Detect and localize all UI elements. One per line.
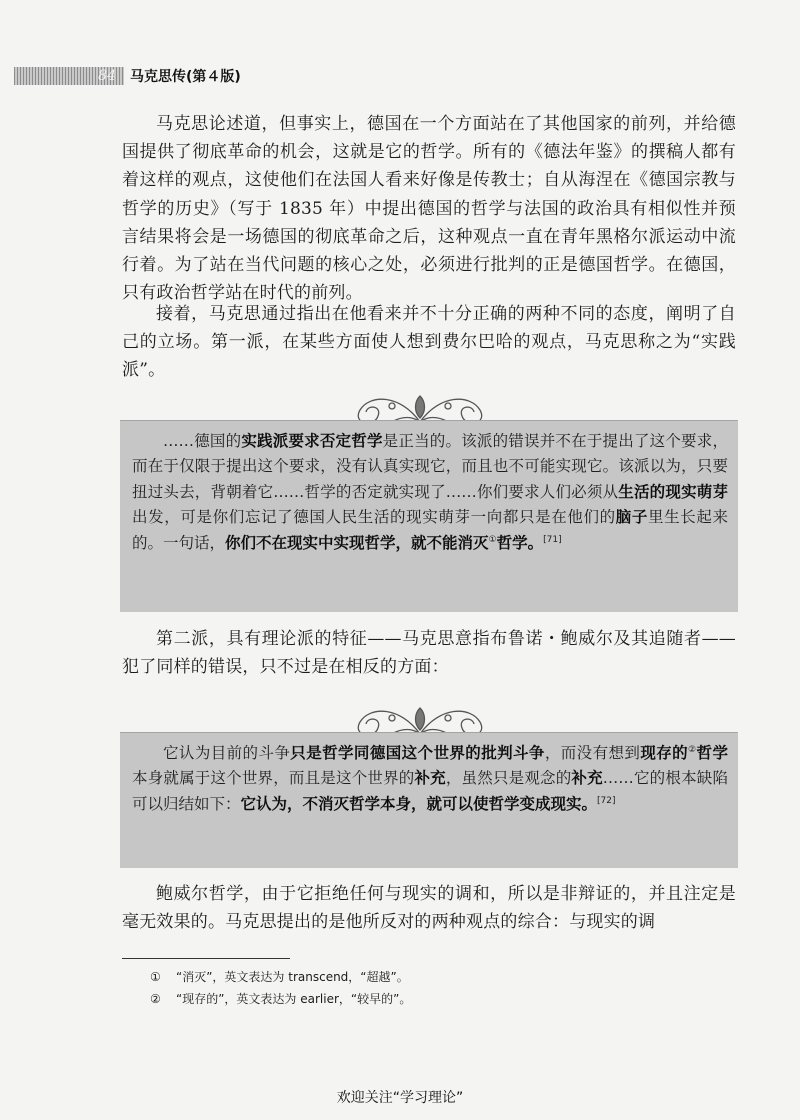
page-footer: 欢迎关注“学习理论” [336, 1090, 464, 1106]
quote-emphasis: 哲学 [696, 744, 728, 762]
quote-text: 它认为目前的斗争 [163, 744, 291, 762]
quote-text: 里生长起来的。一句话， [132, 508, 728, 552]
footnote-2 [150, 988, 411, 1010]
footnotes [150, 966, 411, 1010]
quote-text: ……它的根本缺陷可以归结如下： [132, 769, 728, 813]
book-title: 马克思传(第４版) [130, 69, 241, 85]
quote-text: ，虽然只是观念的 [445, 769, 572, 788]
footnote-text: “现存的”，英文表达为 earlier，“较早的”。 [176, 992, 412, 1006]
quote-emphasis: 补充 [571, 769, 603, 788]
paragraph-4: 鲍威尔哲学，由于它拒绝任何与现实的调和，所以是非辩证的，并且注定是毫无效果的。马克思提出的是他所反对的两种观点的综合：与现实的调 [122, 884, 736, 933]
citation-ref: [71] [543, 534, 562, 545]
quote-emphasis: 脑子 [615, 508, 648, 527]
quote-1-text [132, 429, 728, 556]
quote-text: 出发，可是你们忘记了德国人民生活的现实萌芽一向都只是在他们的 [132, 508, 616, 527]
running-header [14, 66, 241, 86]
quote-text: 本身就属于这个世界，而且是这个世界的 [132, 769, 415, 788]
paragraph-1: 马克思论述道，但事实上，德国在一个方面站在了其他国家的前列，并给德国提供了彻底革命的机会，这就是它的哲学。所有的《德法年鉴》的撰稿人都有着这样的观点，这使他们在法国人看来好像是传教士；自从海涅在《德国宗教与哲学的历史》（写于 1835 年）中提出德国的哲学与法国的政治具有相似性并预言结果将会是一场德国的彻底革命之后，这种观点一直在青年黑格尔派运动中流行着。为了站在当代问题的核心之处，必须进行批判的正是德国哲学。在德国，只有政治哲学站在时代的前列。 [122, 114, 736, 304]
quote-emphasis: 你们不在现实中实现哲学，就不能消灭 [225, 533, 489, 552]
page-number: 84 [98, 68, 116, 84]
quote-emphasis: 现存的 [640, 744, 689, 762]
footnote-1 [150, 966, 411, 988]
citation-ref: [72] [597, 795, 616, 806]
quote-text: ，而没有想到 [544, 744, 641, 762]
quote-emphasis: 生活的现实萌芽 [618, 482, 728, 501]
header-bar [14, 67, 124, 85]
footnote-ref-2: ② [688, 744, 697, 755]
quote-emphasis: 它认为，不消灭哲学本身，就可以使哲学变成现实。 [240, 794, 598, 813]
quote-text: ……德国的 [163, 432, 242, 450]
quote-emphasis: 哲学。 [496, 533, 544, 552]
quote-emphasis: 只是哲学同德国这个世界的批判斗争 [290, 744, 545, 762]
footnote-text: “消灭”，英文表达为 transcend，“超越”。 [176, 970, 409, 984]
block-quote-1 [120, 420, 738, 612]
footnote-mark: ② [150, 992, 161, 1006]
quote-emphasis: 补充 [414, 769, 446, 788]
footnote-mark: ① [150, 970, 161, 984]
footnote-ref-1: ① [488, 534, 497, 545]
paragraph-2: 接着，马克思通过指出在他看来并不十分正确的两种不同的态度，阐明了自己的立场。第一派，在某些方面使人想到费尔巴哈的观点，马克思称之为“实践派”。 [122, 304, 736, 381]
quote-text: 是正当的。该派的错误并不在于提出了这个要求，而在于仅限于提出这个要求，没有认真实现它，而且也不可能实现它。该派以为，只要扭过头去，背朝着它……哲学的否定就实现了……你们要求人们必须从 [132, 432, 728, 501]
quote-emphasis: 实践派要求否定哲学 [241, 432, 383, 450]
quote-2-text [132, 741, 728, 817]
block-quote-2 [120, 732, 738, 868]
footnote-divider [122, 958, 290, 959]
paragraph-3: 第二派，具有理论派的特征——马克思意指布鲁诺・鲍威尔及其追随者——犯了同样的错误，只不过是在相反的方面： [122, 629, 736, 678]
